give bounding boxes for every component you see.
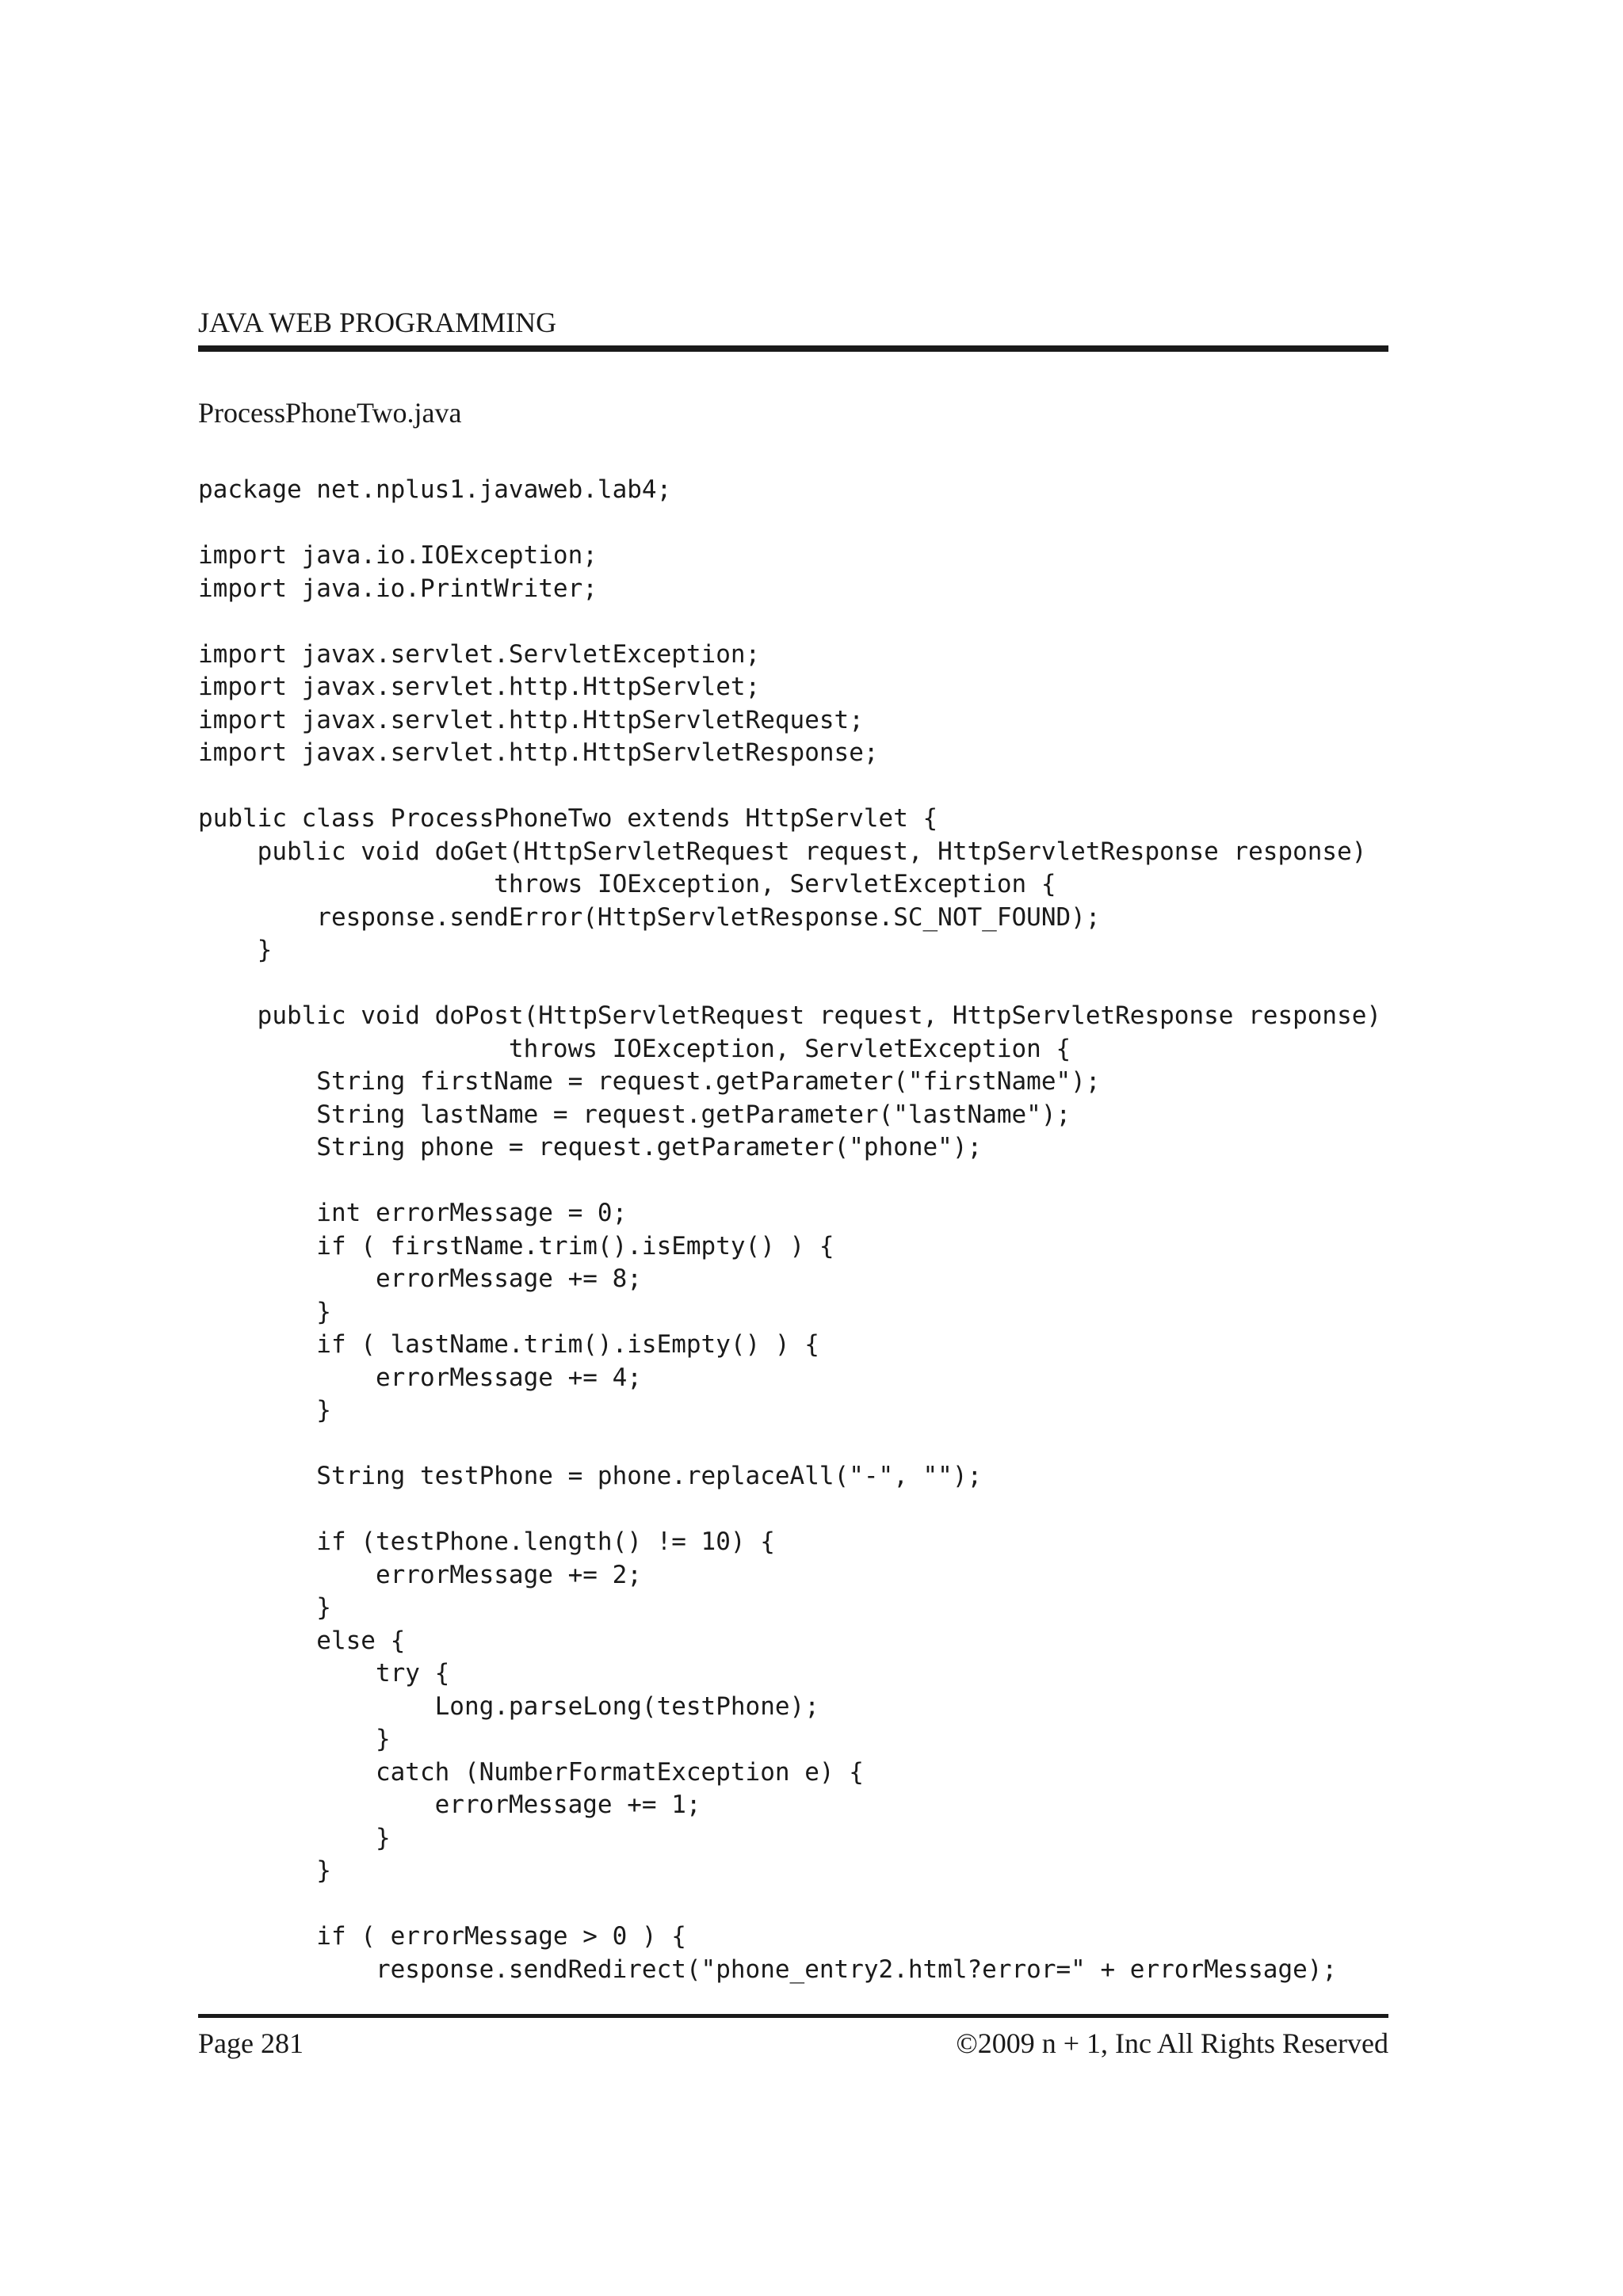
code-line: if ( errorMessage > 0 ) { [198, 1922, 686, 1951]
code-listing [198, 474, 1381, 1986]
code-line [198, 507, 1381, 540]
code-line [198, 1165, 1381, 1198]
code-line: throws IOException, ServletException { [198, 1034, 1071, 1063]
page-number: Page 281 [198, 2027, 304, 2059]
code-line [198, 605, 1381, 639]
code-line: } [198, 1725, 391, 1753]
code-line: import java.io.IOException; [198, 541, 598, 570]
code-line: String lastName = request.getParameter("lastName"); [198, 1100, 1071, 1129]
code-line: errorMessage += 1; [198, 1791, 701, 1819]
code-line: public class ProcessPhoneTwo extends HttpServlet { [198, 804, 938, 833]
code-line: String firstName = request.getParameter("firstName"); [198, 1067, 1101, 1096]
code-line: String testPhone = phone.replaceAll("-", ""); [198, 1462, 983, 1490]
code-line: } [198, 1396, 331, 1425]
code-line: errorMessage += 2; [198, 1560, 642, 1589]
code-line: if ( lastName.trim().isEmpty() ) { [198, 1330, 819, 1359]
header-rule [198, 345, 1388, 352]
code-line [198, 967, 1381, 1001]
code-line: errorMessage += 4; [198, 1363, 642, 1392]
code-line: import javax.servlet.http.HttpServletResponse; [198, 738, 879, 767]
code-line: int errorMessage = 0; [198, 1199, 628, 1227]
code-line: import javax.servlet.http.HttpServlet; [198, 673, 761, 701]
footer-rule [198, 2014, 1388, 2018]
code-line: import javax.servlet.ServletException; [198, 639, 761, 669]
copyright-notice: ©2009 n + 1, Inc All Rights Reserved [956, 2027, 1388, 2059]
code-line: try { [198, 1659, 450, 1688]
code-line: } [198, 936, 273, 964]
listing-filename: ProcessPhoneTwo.java [198, 397, 462, 429]
code-line: response.sendRedirect("phone_entry2.html?error=" + errorMessage); [198, 1955, 1338, 1984]
code-line: } [198, 1856, 331, 1885]
code-line: } [198, 1593, 331, 1622]
code-line [198, 1493, 1381, 1527]
code-line [198, 1428, 1381, 1461]
code-line: else { [198, 1626, 406, 1655]
code-line: public void doGet(HttpServletRequest request, HttpServletResponse response) [198, 837, 1367, 866]
code-line [198, 770, 1381, 803]
code-line: Long.parseLong(testPhone); [198, 1691, 819, 1721]
running-header: JAVA WEB PROGRAMMING [198, 307, 557, 338]
code-line [198, 1888, 1381, 1921]
code-line: errorMessage += 8; [198, 1264, 642, 1293]
code-line: import java.io.PrintWriter; [198, 574, 598, 603]
code-line: catch (NumberFormatException e) { [198, 1757, 864, 1787]
code-line: public void doPost(HttpServletRequest request, HttpServletResponse response) [198, 1001, 1382, 1030]
code-line: if ( firstName.trim().isEmpty() ) { [198, 1231, 834, 1261]
code-line: String phone = request.getParameter("phone"); [198, 1133, 983, 1161]
code-line: } [198, 1823, 391, 1852]
code-line: import javax.servlet.http.HttpServletRequest; [198, 705, 864, 734]
code-line: throws IOException, ServletException { [198, 870, 1056, 898]
code-line: package net.nplus1.javaweb.lab4; [198, 475, 672, 504]
code-line: response.sendError(HttpServletResponse.SC_NOT_FOUND); [198, 902, 1101, 932]
code-line: } [198, 1297, 331, 1326]
code-line: if (testPhone.length() != 10) { [198, 1527, 775, 1556]
